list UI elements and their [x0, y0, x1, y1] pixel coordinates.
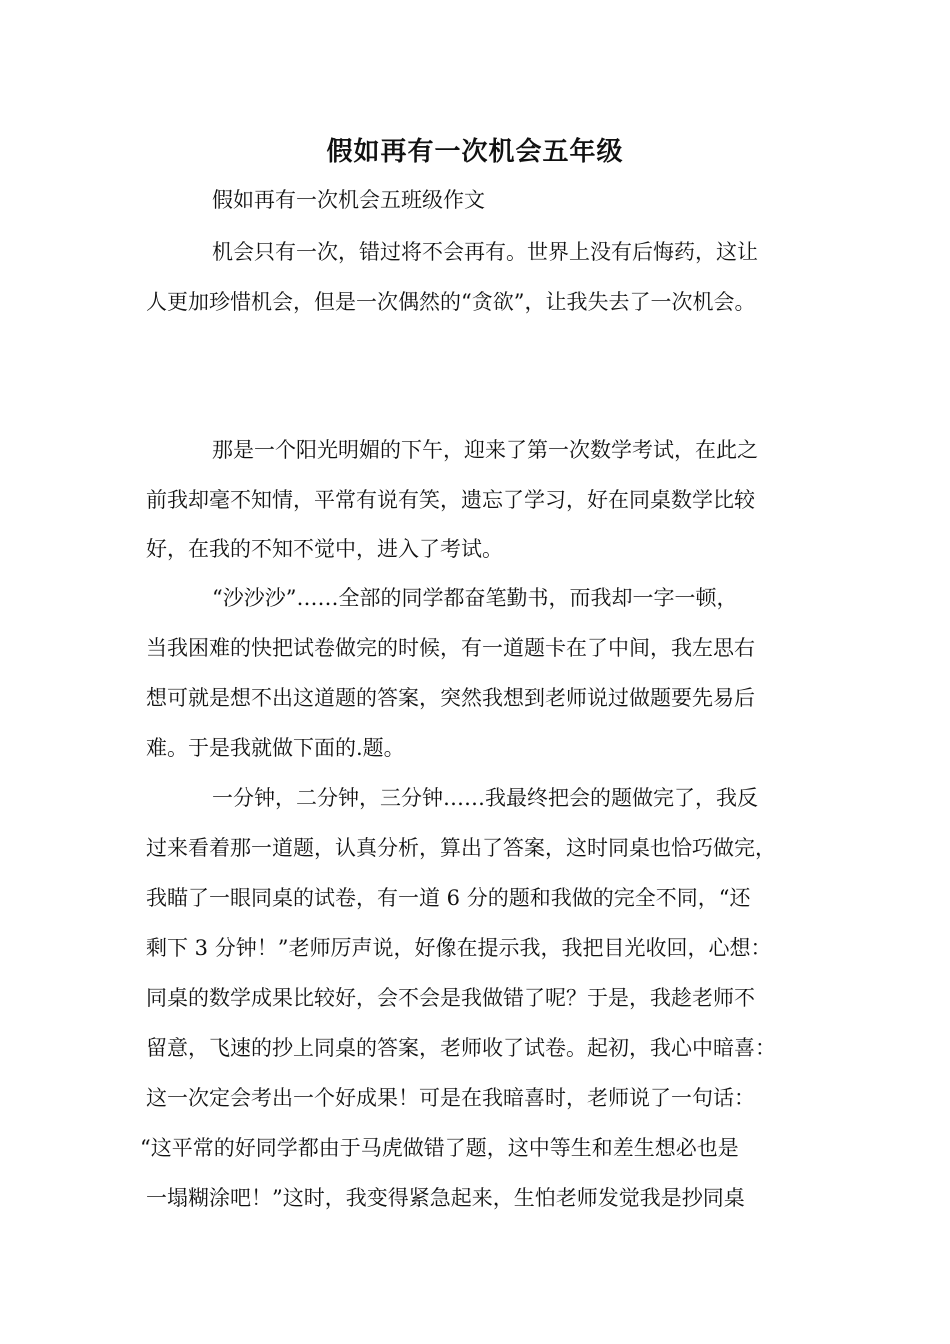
paragraph-line: “这平常的好同学都由于马虎做错了题，这中等生和差生想必也是 — [140, 1136, 739, 1160]
paragraph-line: 想可就是想不出这道题的答案，突然我想到老师说过做题要先易后 — [146, 686, 755, 710]
document-title: 假如再有一次机会五年级 — [326, 137, 624, 167]
paragraph-line: 我瞄了一眼同桌的试卷，有一道 6 分的题和我做的完全不同，“还 — [146, 886, 751, 910]
paragraph-line: 这一次定会考出一个好成果！可是在我暗喜时，老师说了一句话： — [146, 1086, 755, 1110]
paragraph-line: 留意，飞速的抄上同桌的答案，老师收了试卷。起初，我心中暗喜： — [146, 1036, 776, 1060]
paragraph-line: 好，在我的不知不觉中，进入了考试。 — [146, 537, 503, 561]
paragraph-line: 人更加珍惜机会，但是一次偶然的“贪欲”，让我失去了一次机会。 — [146, 290, 756, 314]
paragraph-line: 剩下 3 分钟！”老师厉声说，好像在提示我，我把目光收回，心想： — [146, 936, 772, 960]
paragraph-line: 机会只有一次，错过将不会再有。世界上没有后悔药，这让 — [212, 240, 758, 264]
paragraph-line: 前我却毫不知情，平常有说有笑，遗忘了学习，好在同桌数学比较 — [146, 488, 755, 512]
paragraph-line: 难。于是我就做下面的.题。 — [146, 736, 405, 760]
document-subtitle: 假如再有一次机会五班级作文 — [212, 188, 485, 212]
paragraph-line: 那是一个阳光明媚的下午，迎来了第一次数学考试，在此之 — [212, 438, 758, 462]
paragraph-line: 一分钟，二分钟，三分钟……我最终把会的题做完了，我反 — [212, 786, 758, 810]
paragraph-line: “沙沙沙”……全部的同学都奋笔勤书，而我却一字一顿， — [212, 586, 738, 610]
paragraph-line: 当我困难的快把试卷做完的时候，有一道题卡在了中间，我左思右 — [146, 636, 755, 660]
paragraph-line: 过来看着那一道题，认真分析，算出了答案，这时同桌也恰巧做完， — [146, 836, 776, 860]
paragraph-line: 一塌糊涂吧！”这时，我变得紧急起来，生怕老师发觉我是抄同桌 — [146, 1186, 745, 1210]
paragraph-line: 同桌的数学成果比较好，会不会是我做错了呢？于是，我趁老师不 — [146, 986, 755, 1010]
